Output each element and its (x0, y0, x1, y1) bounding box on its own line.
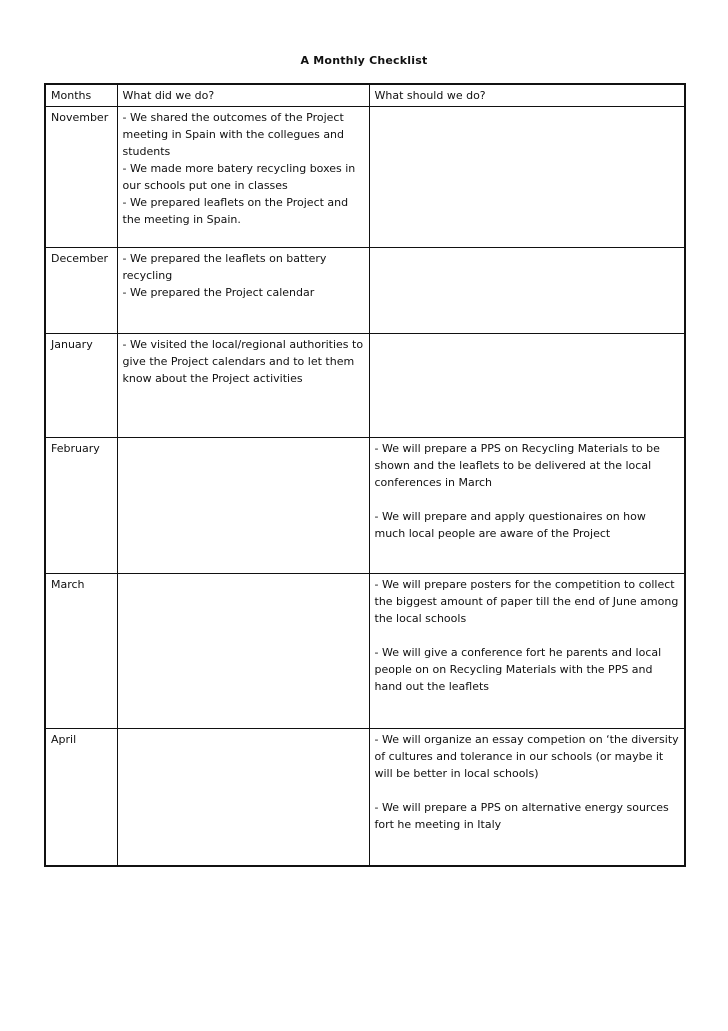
should-cell (369, 574, 685, 729)
should-text: - We will give a conference fort he parents and local people on on Recycling Materials with the PPS and hand out the leaflets (374, 646, 662, 693)
monthly-checklist-table (44, 83, 686, 867)
did-cell (117, 248, 369, 334)
should-cell (369, 334, 685, 438)
did-cell (117, 334, 369, 438)
header-months: Months (45, 84, 117, 107)
table-row-april (45, 729, 685, 866)
did-cell (117, 438, 369, 574)
should-text: - We will prepare and apply questionaires on how much local people are aware of the Project (374, 510, 646, 540)
should-cell (369, 107, 685, 248)
header-what-should-we-do: What should we do? (369, 84, 685, 107)
month-cell: February (45, 438, 117, 574)
table-row-march (45, 574, 685, 729)
should-cell (369, 438, 685, 574)
month-cell: January (45, 334, 117, 438)
month-cell: December (45, 248, 117, 334)
did-text: - We shared the outcomes of the Project meeting in Spain with the collegues and students - We made more batery recycling boxes in our schools put one in classes - We prepared leaflets on the Project and the meeting in Spain. (122, 111, 356, 226)
should-text: - We will prepare posters for the competition to collect the biggest amount of paper till the end of June among the local schools (374, 578, 679, 625)
month-cell: March (45, 574, 117, 729)
did-cell (117, 107, 369, 248)
did-cell (117, 729, 369, 866)
should-cell (369, 248, 685, 334)
document-title: A Monthly Checklist (300, 54, 428, 67)
table-row-february (45, 438, 685, 574)
table-row-november (45, 107, 685, 248)
did-text: - We visited the local/regional authorities to give the Project calendars and to let them know about the Project activities (122, 338, 364, 385)
table-row-december (45, 248, 685, 334)
did-cell (117, 574, 369, 729)
should-cell (369, 729, 685, 866)
table-row-january (45, 334, 685, 438)
did-text: - We prepared the leaflets on battery recycling - We prepared the Project calendar (122, 252, 327, 299)
should-text: - We will prepare a PPS on alternative energy sources fort he meeting in Italy (374, 801, 669, 831)
should-text: - We will prepare a PPS on Recycling Materials to be shown and the leaflets to be delivered at the local conferences in March (374, 442, 660, 489)
header-what-did-we-do: What did we do? (117, 84, 369, 107)
month-cell: April (45, 729, 117, 866)
table-header-row (45, 84, 685, 107)
should-text: - We will organize an essay competion on ‘the diversity of cultures and tolerance in our schools (or maybe it will be better in local schools) (374, 733, 679, 780)
month-cell: November (45, 107, 117, 248)
